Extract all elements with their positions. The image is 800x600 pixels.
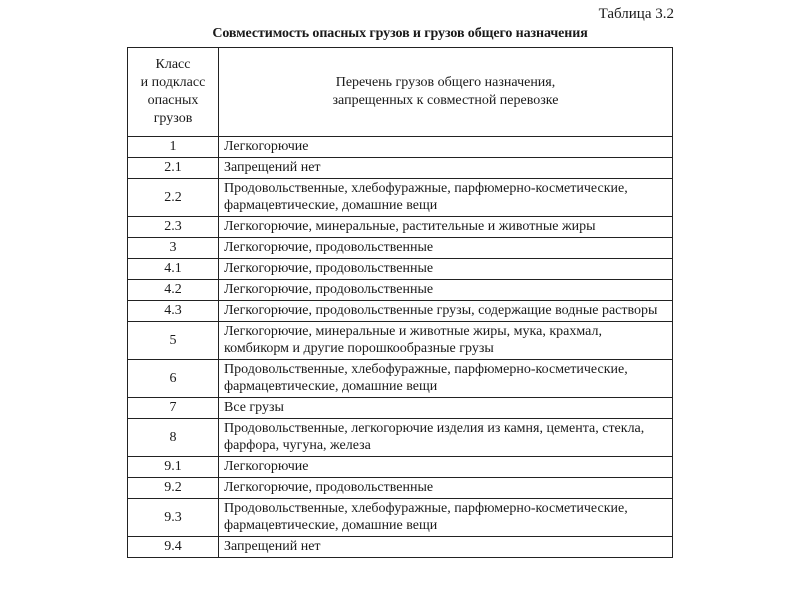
class-cell: 8 [128, 419, 219, 457]
class-cell: 3 [128, 238, 219, 259]
table-row [128, 499, 673, 537]
table-row [128, 217, 673, 238]
class-cell: 2.2 [128, 179, 219, 217]
header-class-line: грузов [153, 111, 193, 126]
header-class-line: Класс [155, 57, 191, 72]
class-cell: 6 [128, 360, 219, 398]
class-cell: 1 [128, 137, 219, 158]
class-cell: 7 [128, 398, 219, 419]
goods-cell: Легкогорючие, продовольственные [219, 238, 673, 259]
goods-cell: Легкогорючие [219, 457, 673, 478]
table-row [128, 179, 673, 217]
table-title: Совместимость опасных грузов и грузов общего назначения [212, 26, 588, 41]
table-row [128, 457, 673, 478]
table-row [128, 478, 673, 499]
header-goods-line: запрещенных к совместной перевозке [332, 92, 559, 108]
compatibility-table [127, 47, 673, 558]
class-cell: 9.3 [128, 499, 219, 537]
goods-cell: Продовольственные, хлебофуражные, парфюмерно-косметические, фармацевтические, домашние вещи [219, 179, 673, 217]
table-row [128, 280, 673, 301]
table-row [128, 360, 673, 398]
class-cell: 4.3 [128, 301, 219, 322]
goods-cell: Легкогорючие, минеральные, растительные и животные жиры [219, 217, 673, 238]
goods-cell: Легкогорючие, продовольственные [219, 259, 673, 280]
class-cell: 2.1 [128, 158, 219, 179]
goods-cell: Легкогорючие [219, 137, 673, 158]
goods-cell: Продовольственные, хлебофуражные, парфюмерно-косметические, фармацевтические, домашние вещи [219, 499, 673, 537]
goods-cell: Легкогорючие, продовольственные грузы, содержащие водные растворы [219, 301, 673, 322]
goods-cell: Легкогорючие, продовольственные [219, 478, 673, 499]
table-row [128, 398, 673, 419]
table-row [128, 301, 673, 322]
goods-cell: Продовольственные, легкогорючие изделия из камня, цемента, стекла, фарфора, чугуна, железа [219, 419, 673, 457]
header-goods-column [219, 48, 673, 137]
goods-cell: Продовольственные, хлебофуражные, парфюмерно-косметические, фармацевтические, домашние вещи [219, 360, 673, 398]
table-number: Таблица 3.2 [598, 6, 674, 22]
table-row [128, 419, 673, 457]
goods-cell: Запрещений нет [219, 537, 673, 558]
header-class-line: опасных [147, 93, 199, 108]
class-cell: 5 [128, 322, 219, 360]
table-row [128, 137, 673, 158]
goods-cell: Запрещений нет [219, 158, 673, 179]
table-row [128, 322, 673, 360]
table-header-row [128, 48, 673, 137]
header-goods-line: Перечень грузов общего назначения, [335, 74, 556, 90]
class-cell: 9.2 [128, 478, 219, 499]
goods-cell: Легкогорючие, продовольственные [219, 280, 673, 301]
header-class-column [128, 48, 219, 137]
table-row [128, 238, 673, 259]
class-cell: 9.1 [128, 457, 219, 478]
class-cell: 2.3 [128, 217, 219, 238]
table-row [128, 158, 673, 179]
goods-cell: Легкогорючие, минеральные и животные жиры, мука, крахмал, комбикорм и другие порошкообразные грузы [219, 322, 673, 360]
table-row [128, 537, 673, 558]
class-cell: 4.1 [128, 259, 219, 280]
goods-cell: Все грузы [219, 398, 673, 419]
class-cell: 9.4 [128, 537, 219, 558]
class-cell: 4.2 [128, 280, 219, 301]
table-row [128, 259, 673, 280]
header-class-line: и подкласс [140, 75, 206, 90]
